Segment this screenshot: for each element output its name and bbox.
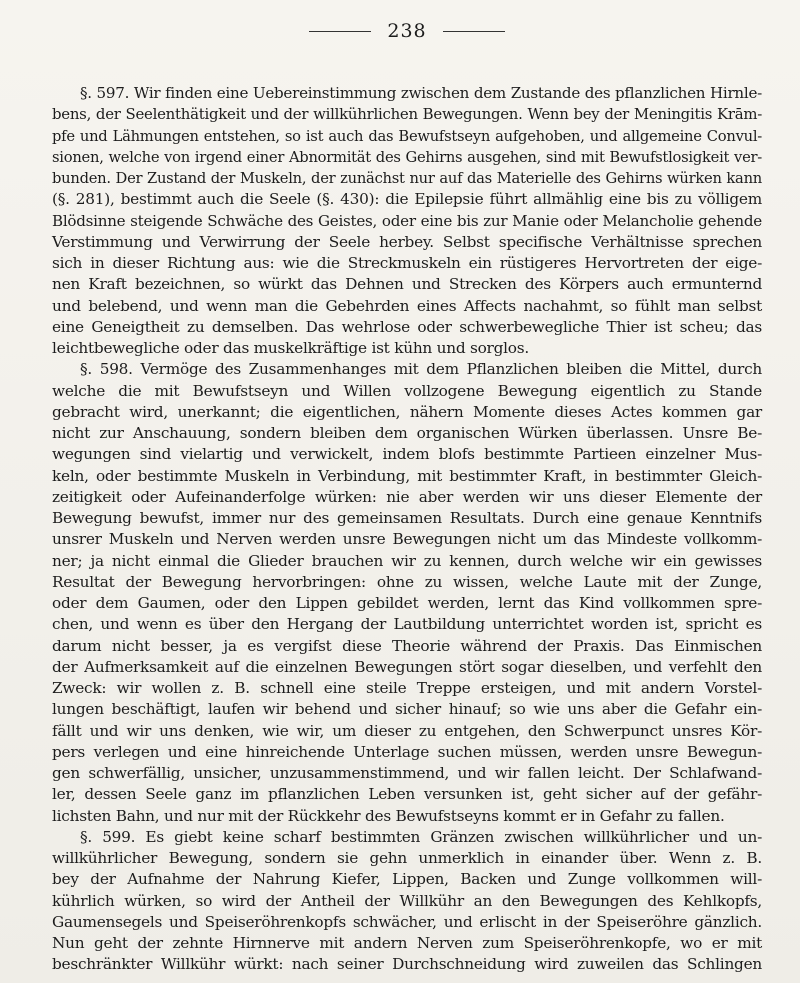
text-line: nen Kraft bezeichnen, so würkt das Dehnen und Strecken des Körpers auch ermunternd: [52, 275, 762, 294]
text-line: Blödsinne steigende Schwäche des Geistes, oder eine bis zur Manie oder Melancholie gehende: [52, 211, 762, 230]
text-line: §. 597. Wir finden eine Uebereinstimmung zwischen dem Zustande des pflanzlichen Hirnle-: [80, 84, 762, 102]
text-line: sich in dieser Richtung aus: wie die Streckmuskeln ein rüstigeres Hervortreten der eige-: [52, 254, 762, 272]
text-line: pfe und Lähmungen entstehen, so ist auch das Bewufstseyn aufgehoben, und allgemeine Convul-: [52, 127, 762, 145]
text-line: oder dem Gaumen, oder den Lippen gebildet werden, lernt das Kind vollkommen spre-: [52, 594, 762, 612]
text-line: und belebend, und wenn man die Gebehrden eines Affects nachahmt, so fühlt man selbst: [52, 296, 762, 315]
paragraph: [52, 359, 762, 827]
header-rule-left: [309, 31, 371, 32]
text-line: gebracht wird, unerkannt; die eigentlichen, nähern Momente dieses Actes kommen gar: [52, 402, 762, 421]
text-line: welche die mit Bewufstseyn und Willen vollzogene Bewegung eigentlich zu Stande: [52, 381, 762, 400]
text-line: Gaumensegels und Speiseröhrenkopfs schwächer, und erlischt in der Speiseröhre gänzlich.: [52, 912, 762, 931]
header-rule-right: [443, 31, 505, 32]
text-line: sionen, welche von irgend einer Abnormität des Gehirns ausgehen, sind mit Bewufstlosigkeit ver-: [52, 148, 762, 166]
text-line: lungen beschäftigt, laufen wir behend und sicher hinauf; so wie uns aber die Gefahr ein-: [52, 700, 762, 719]
text-line: eine Geneigtheit zu demselben. Das wehrlose oder schwerbewegliche Thier ist scheu; das: [52, 317, 762, 336]
text-line: keln, oder bestimmte Muskeln in Verbindung, mit bestimmter Kraft, in bestimmter Gleich-: [52, 466, 762, 485]
text-line: bens, der Seelenthätigkeit und der willkührlichen Bewegungen. Wenn bey der Meningitis Krām-: [52, 105, 762, 124]
text-line: Nun geht der zehnte Hirnnerve mit andern Nerven zum Speiseröhrenkopfe, wo er mit: [52, 934, 762, 952]
page-header: [52, 0, 762, 50]
text-line: (§. 281), bestimmt auch die Seele (§. 430): die Epilepsie führt allmählig eine bis zu völligem: [52, 190, 762, 209]
text-line: ner; ja nicht einmal die Glieder brauchen wir zu kennen, durch welche wir ein gewisses: [52, 551, 762, 570]
text-line: leichtbewegliche oder das muskelkräftige ist kühn und sorglos.: [52, 339, 529, 357]
text-line: willkührlicher Bewegung, sondern sie gehn unmerklich in einander über. Wenn z. B.: [52, 849, 762, 867]
text-line: §. 599. Es giebt keine scharf bestimmten Gränzen zwischen willkührlicher und un-: [80, 827, 762, 846]
text-line: pers verlegen und eine hinreichende Unterlage suchen müssen, werden unsre Bewegun-: [52, 742, 762, 761]
text-line: Resultat der Bewegung hervorbringen: ohne zu wissen, welche Laute mit der Zunge,: [52, 572, 762, 591]
paragraph: [52, 83, 762, 359]
text-line: darum nicht besser, ja es vergifst diese Theorie während der Praxis. Das Einmischen: [52, 636, 762, 655]
text-line: nicht zur Anschauung, sondern bleiben dem organischen Würken überlassen. Unsre Be-: [52, 424, 762, 442]
text-line: §. 598. Vermöge des Zusammenhanges mit dem Pflanzlichen bleiben die Mittel, durch: [80, 360, 762, 379]
body-text: [52, 83, 762, 976]
text-line: zeitigkeit oder Aufeinanderfolge würken: nie aber werden wir uns dieser Elemente der: [52, 487, 762, 506]
text-line: ler, dessen Seele ganz im pflanzlichen Leben versunken ist, geht sicher auf der gefähr-: [52, 785, 762, 804]
text-line: gen schwerfällig, unsicher, unzusammenstimmend, und wir fallen leicht. Der Schlafwand-: [52, 764, 762, 782]
text-line: beschränkter Willkühr würkt: nach seiner Durchschneidung wird zuweilen das Schlingen: [52, 955, 762, 974]
paragraph: [52, 827, 762, 976]
text-line: Zweck: wir wollen z. B. schnell eine steile Treppe ersteigen, und mit andern Vorstel-: [52, 679, 762, 697]
text-line: bey der Aufnahme der Nahrung Kiefer, Lippen, Backen und Zunge vollkommen will-: [52, 870, 762, 889]
text-line: unsrer Muskeln und Nerven werden unsre Bewegungen nicht um das Mindeste vollkomm-: [52, 530, 762, 549]
text-line: fällt und wir uns denken, wie wir, um dieser zu entgehen, den Schwerpunct unsres Kör-: [52, 721, 762, 740]
text-line: bunden. Der Zustand der Muskeln, der zunächst nur auf das Materielle des Gehirns würken kann: [52, 170, 762, 187]
text-line: Verstimmung und Verwirrung der Seele herbey. Selbst specifische Verhältnisse sprechen: [52, 232, 762, 251]
text-line: Bewegung bewufst, immer nur des gemeinsamen Resultats. Durch eine genaue Kenntnifs: [52, 509, 762, 527]
page-number: 238: [387, 20, 427, 42]
text-line: der Aufmerksamkeit auf die einzelnen Bewegungen stört sogar dieselben, und verfehlt den: [52, 657, 762, 676]
text-line: lichsten Bahn, und nur mit der Rückkehr des Bewufstseyns kommt er in Gefahr zu fallen.: [52, 806, 725, 825]
text-line: wegungen sind vielartig und verwickelt, indem blofs bestimmte Partieen einzelner Mus-: [52, 445, 762, 464]
text-line: chen, und wenn es über den Hergang der Lautbildung unterrichtet worden ist, spricht es: [52, 615, 762, 634]
text-line: kührlich würken, so wird der Antheil der Willkühr an den Bewegungen des Kehlkopfs,: [52, 891, 762, 910]
